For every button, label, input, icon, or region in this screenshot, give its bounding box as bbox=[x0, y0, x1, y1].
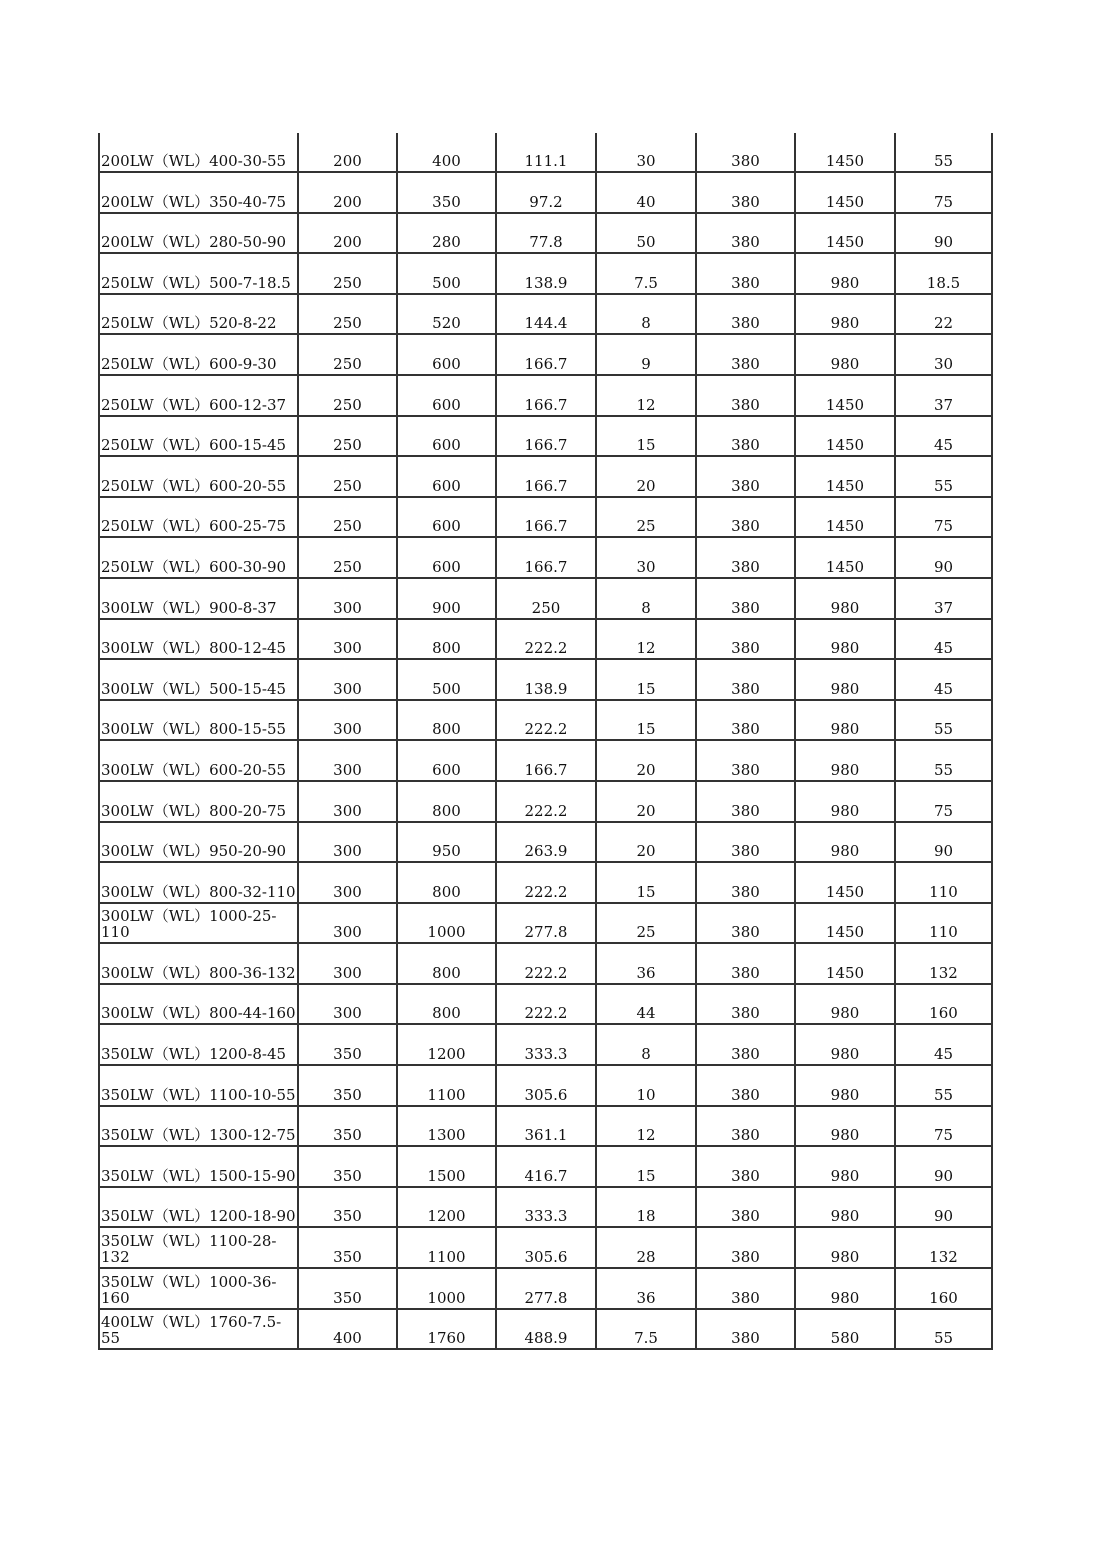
table-cell: 50 bbox=[597, 214, 697, 255]
table-cell: 1000 bbox=[398, 904, 497, 945]
table-cell: 1450 bbox=[796, 904, 896, 945]
table-cell: 400 bbox=[299, 1310, 398, 1351]
model-cell: 350LW（WL）1100-10-55 bbox=[98, 1066, 299, 1107]
table-row bbox=[98, 782, 993, 823]
table-cell: 28 bbox=[597, 1228, 697, 1269]
table-cell: 380 bbox=[697, 173, 796, 214]
table-cell: 980 bbox=[796, 985, 896, 1026]
table-cell: 1450 bbox=[796, 417, 896, 458]
table-cell: 950 bbox=[398, 823, 497, 864]
table-cell: 380 bbox=[697, 944, 796, 985]
table-cell: 900 bbox=[398, 579, 497, 620]
table-cell: 25 bbox=[597, 498, 697, 539]
table-cell: 1100 bbox=[398, 1228, 497, 1269]
table-cell: 132 bbox=[896, 944, 993, 985]
table-cell: 1300 bbox=[398, 1107, 497, 1148]
table-cell: 380 bbox=[697, 863, 796, 904]
table-cell: 380 bbox=[697, 904, 796, 945]
table-cell: 250 bbox=[299, 417, 398, 458]
table-cell: 10 bbox=[597, 1066, 697, 1107]
table-cell: 166.7 bbox=[497, 741, 597, 782]
model-cell: 200LW（WL）400-30-55 bbox=[98, 133, 299, 173]
table-cell: 166.7 bbox=[497, 417, 597, 458]
table-cell: 200 bbox=[299, 214, 398, 255]
table-cell: 45 bbox=[896, 660, 993, 701]
table-cell: 1450 bbox=[796, 863, 896, 904]
table-cell: 520 bbox=[398, 295, 497, 336]
table-cell: 18.5 bbox=[896, 254, 993, 295]
table-row bbox=[98, 1310, 993, 1351]
table-cell: 380 bbox=[697, 741, 796, 782]
model-cell: 300LW（WL）800-36-132 bbox=[98, 944, 299, 985]
table-row bbox=[98, 1107, 993, 1148]
table-cell: 222.2 bbox=[497, 944, 597, 985]
table-row bbox=[98, 904, 993, 945]
model-cell: 250LW（WL）520-8-22 bbox=[98, 295, 299, 336]
table-cell: 30 bbox=[896, 335, 993, 376]
table-cell: 280 bbox=[398, 214, 497, 255]
table-cell: 380 bbox=[697, 1188, 796, 1229]
table-row bbox=[98, 660, 993, 701]
table-row bbox=[98, 295, 993, 336]
table-row bbox=[98, 214, 993, 255]
pump-spec-table bbox=[98, 133, 993, 1350]
table-cell: 361.1 bbox=[497, 1107, 597, 1148]
table-cell: 166.7 bbox=[497, 498, 597, 539]
table-cell: 200 bbox=[299, 173, 398, 214]
table-row bbox=[98, 701, 993, 742]
table-cell: 300 bbox=[299, 823, 398, 864]
table-cell: 980 bbox=[796, 579, 896, 620]
table-cell: 75 bbox=[896, 173, 993, 214]
table-cell: 380 bbox=[697, 701, 796, 742]
table-cell: 90 bbox=[896, 538, 993, 579]
model-cell: 350LW（WL）1200-8-45 bbox=[98, 1025, 299, 1066]
table-cell: 222.2 bbox=[497, 701, 597, 742]
table-cell: 380 bbox=[697, 1025, 796, 1066]
model-cell: 300LW（WL）600-20-55 bbox=[98, 741, 299, 782]
table-cell: 380 bbox=[697, 823, 796, 864]
table-cell: 37 bbox=[896, 579, 993, 620]
table-cell: 15 bbox=[597, 863, 697, 904]
table-cell: 222.2 bbox=[497, 985, 597, 1026]
table-cell: 222.2 bbox=[497, 782, 597, 823]
model-cell: 350LW（WL）1000-36-160 bbox=[98, 1269, 299, 1310]
table-cell: 200 bbox=[299, 133, 398, 173]
table-cell: 600 bbox=[398, 498, 497, 539]
table-cell: 36 bbox=[597, 944, 697, 985]
table-cell: 300 bbox=[299, 904, 398, 945]
table-cell: 44 bbox=[597, 985, 697, 1026]
table-cell: 55 bbox=[896, 1310, 993, 1351]
table-cell: 300 bbox=[299, 620, 398, 661]
table-cell: 9 bbox=[597, 335, 697, 376]
table-cell: 300 bbox=[299, 660, 398, 701]
table-cell: 300 bbox=[299, 863, 398, 904]
table-cell: 8 bbox=[597, 295, 697, 336]
table-cell: 300 bbox=[299, 782, 398, 823]
table-cell: 1450 bbox=[796, 376, 896, 417]
table-cell: 800 bbox=[398, 863, 497, 904]
table-cell: 25 bbox=[597, 904, 697, 945]
table-cell: 160 bbox=[896, 985, 993, 1026]
table-cell: 380 bbox=[697, 620, 796, 661]
table-cell: 380 bbox=[697, 1066, 796, 1107]
model-cell: 200LW（WL）350-40-75 bbox=[98, 173, 299, 214]
table-row bbox=[98, 457, 993, 498]
table-cell: 350 bbox=[398, 173, 497, 214]
table-cell: 600 bbox=[398, 376, 497, 417]
model-cell: 300LW（WL）900-8-37 bbox=[98, 579, 299, 620]
table-cell: 300 bbox=[299, 579, 398, 620]
table-row bbox=[98, 133, 993, 173]
table-cell: 55 bbox=[896, 133, 993, 173]
table-cell: 12 bbox=[597, 620, 697, 661]
table-cell: 300 bbox=[299, 944, 398, 985]
model-cell: 250LW（WL）600-25-75 bbox=[98, 498, 299, 539]
model-cell: 250LW（WL）600-12-37 bbox=[98, 376, 299, 417]
table-cell: 15 bbox=[597, 660, 697, 701]
table-cell: 350 bbox=[299, 1066, 398, 1107]
table-row bbox=[98, 173, 993, 214]
table-cell: 600 bbox=[398, 741, 497, 782]
table-cell: 1500 bbox=[398, 1147, 497, 1188]
table-row bbox=[98, 538, 993, 579]
table-cell: 800 bbox=[398, 985, 497, 1026]
table-cell: 166.7 bbox=[497, 538, 597, 579]
table-cell: 980 bbox=[796, 620, 896, 661]
table-cell: 500 bbox=[398, 254, 497, 295]
model-cell: 350LW（WL）1300-12-75 bbox=[98, 1107, 299, 1148]
table-cell: 380 bbox=[697, 985, 796, 1026]
table-cell: 350 bbox=[299, 1188, 398, 1229]
table-cell: 75 bbox=[896, 498, 993, 539]
table-row bbox=[98, 376, 993, 417]
table-cell: 1450 bbox=[796, 498, 896, 539]
table-cell: 110 bbox=[896, 863, 993, 904]
table-cell: 97.2 bbox=[497, 173, 597, 214]
table-row bbox=[98, 579, 993, 620]
table-cell: 55 bbox=[896, 1066, 993, 1107]
table-cell: 263.9 bbox=[497, 823, 597, 864]
table-cell: 111.1 bbox=[497, 133, 597, 173]
table-cell: 75 bbox=[896, 782, 993, 823]
table-cell: 250 bbox=[299, 295, 398, 336]
table-cell: 138.9 bbox=[497, 254, 597, 295]
table-cell: 800 bbox=[398, 620, 497, 661]
table-row bbox=[98, 1188, 993, 1229]
table-cell: 380 bbox=[697, 457, 796, 498]
table-row bbox=[98, 620, 993, 661]
table-cell: 380 bbox=[697, 1147, 796, 1188]
table-cell: 380 bbox=[697, 538, 796, 579]
table-cell: 1450 bbox=[796, 538, 896, 579]
table-row bbox=[98, 1147, 993, 1188]
table-cell: 380 bbox=[697, 295, 796, 336]
table-cell: 980 bbox=[796, 823, 896, 864]
model-cell: 200LW（WL）280-50-90 bbox=[98, 214, 299, 255]
table-cell: 40 bbox=[597, 173, 697, 214]
table-row bbox=[98, 944, 993, 985]
table-cell: 250 bbox=[299, 376, 398, 417]
model-cell: 300LW（WL）800-15-55 bbox=[98, 701, 299, 742]
table-cell: 8 bbox=[597, 1025, 697, 1066]
model-cell: 300LW（WL）800-32-110 bbox=[98, 863, 299, 904]
table-cell: 800 bbox=[398, 944, 497, 985]
table-cell: 350 bbox=[299, 1228, 398, 1269]
table-cell: 380 bbox=[697, 579, 796, 620]
table-cell: 980 bbox=[796, 741, 896, 782]
table-cell: 1760 bbox=[398, 1310, 497, 1351]
table-row bbox=[98, 254, 993, 295]
model-cell: 350LW（WL）1500-15-90 bbox=[98, 1147, 299, 1188]
table-cell: 20 bbox=[597, 741, 697, 782]
table-cell: 380 bbox=[697, 254, 796, 295]
table-cell: 380 bbox=[697, 1107, 796, 1148]
table-cell: 250 bbox=[299, 457, 398, 498]
table-cell: 45 bbox=[896, 417, 993, 458]
table-cell: 980 bbox=[796, 1269, 896, 1310]
table-cell: 380 bbox=[697, 1228, 796, 1269]
table-cell: 305.6 bbox=[497, 1228, 597, 1269]
table-cell: 1200 bbox=[398, 1188, 497, 1229]
table-cell: 580 bbox=[796, 1310, 896, 1351]
table-cell: 300 bbox=[299, 701, 398, 742]
table-cell: 600 bbox=[398, 335, 497, 376]
table-cell: 800 bbox=[398, 782, 497, 823]
table-cell: 77.8 bbox=[497, 214, 597, 255]
table-row bbox=[98, 1025, 993, 1066]
model-cell: 300LW（WL）800-44-160 bbox=[98, 985, 299, 1026]
table-cell: 980 bbox=[796, 1188, 896, 1229]
table-cell: 1000 bbox=[398, 1269, 497, 1310]
table-cell: 980 bbox=[796, 1066, 896, 1107]
table-cell: 166.7 bbox=[497, 457, 597, 498]
table-cell: 380 bbox=[697, 782, 796, 823]
table-row bbox=[98, 1066, 993, 1107]
table-cell: 600 bbox=[398, 417, 497, 458]
table-cell: 45 bbox=[896, 620, 993, 661]
table-cell: 980 bbox=[796, 1025, 896, 1066]
table-cell: 500 bbox=[398, 660, 497, 701]
table-cell: 36 bbox=[597, 1269, 697, 1310]
table-cell: 90 bbox=[896, 214, 993, 255]
table-cell: 250 bbox=[299, 335, 398, 376]
table-cell: 45 bbox=[896, 1025, 993, 1066]
table-cell: 7.5 bbox=[597, 254, 697, 295]
table-cell: 15 bbox=[597, 1147, 697, 1188]
model-cell: 350LW（WL）1100-28-132 bbox=[98, 1228, 299, 1269]
table-cell: 30 bbox=[597, 133, 697, 173]
table-cell: 1450 bbox=[796, 173, 896, 214]
model-cell: 250LW（WL）600-20-55 bbox=[98, 457, 299, 498]
table-cell: 380 bbox=[697, 417, 796, 458]
table-cell: 1450 bbox=[796, 214, 896, 255]
table-cell: 132 bbox=[896, 1228, 993, 1269]
table-cell: 20 bbox=[597, 782, 697, 823]
table-cell: 75 bbox=[896, 1107, 993, 1148]
table-cell: 980 bbox=[796, 1107, 896, 1148]
table-cell: 15 bbox=[597, 701, 697, 742]
model-cell: 400LW（WL）1760-7.5-55 bbox=[98, 1310, 299, 1351]
table-cell: 416.7 bbox=[497, 1147, 597, 1188]
table-cell: 8 bbox=[597, 579, 697, 620]
table-cell: 55 bbox=[896, 701, 993, 742]
table-cell: 380 bbox=[697, 660, 796, 701]
table-cell: 980 bbox=[796, 782, 896, 823]
table-cell: 7.5 bbox=[597, 1310, 697, 1351]
table-cell: 166.7 bbox=[497, 335, 597, 376]
table-cell: 600 bbox=[398, 457, 497, 498]
table-row bbox=[98, 1269, 993, 1310]
table-cell: 980 bbox=[796, 335, 896, 376]
table-cell: 350 bbox=[299, 1107, 398, 1148]
table-cell: 488.9 bbox=[497, 1310, 597, 1351]
table-cell: 980 bbox=[796, 660, 896, 701]
table-cell: 980 bbox=[796, 1228, 896, 1269]
table-cell: 15 bbox=[597, 417, 697, 458]
table-cell: 250 bbox=[299, 538, 398, 579]
table-cell: 980 bbox=[796, 1147, 896, 1188]
table-cell: 980 bbox=[796, 254, 896, 295]
table-cell: 980 bbox=[796, 295, 896, 336]
table-cell: 800 bbox=[398, 701, 497, 742]
table-cell: 12 bbox=[597, 1107, 697, 1148]
table-row bbox=[98, 741, 993, 782]
table-cell: 138.9 bbox=[497, 660, 597, 701]
table-cell: 222.2 bbox=[497, 620, 597, 661]
table-cell: 20 bbox=[597, 457, 697, 498]
table-cell: 22 bbox=[896, 295, 993, 336]
table-cell: 380 bbox=[697, 335, 796, 376]
table-cell: 380 bbox=[697, 1269, 796, 1310]
table-cell: 222.2 bbox=[497, 863, 597, 904]
table-cell: 1450 bbox=[796, 944, 896, 985]
table-row bbox=[98, 823, 993, 864]
table-cell: 55 bbox=[896, 457, 993, 498]
table-cell: 110 bbox=[896, 904, 993, 945]
model-cell: 350LW（WL）1200-18-90 bbox=[98, 1188, 299, 1229]
table-cell: 37 bbox=[896, 376, 993, 417]
table-cell: 300 bbox=[299, 741, 398, 782]
table-cell: 160 bbox=[896, 1269, 993, 1310]
table-cell: 980 bbox=[796, 701, 896, 742]
table-cell: 333.3 bbox=[497, 1188, 597, 1229]
table-cell: 277.8 bbox=[497, 1269, 597, 1310]
model-cell: 250LW（WL）500-7-18.5 bbox=[98, 254, 299, 295]
model-cell: 300LW（WL）500-15-45 bbox=[98, 660, 299, 701]
table-row bbox=[98, 335, 993, 376]
table-cell: 250 bbox=[299, 254, 398, 295]
model-cell: 250LW（WL）600-30-90 bbox=[98, 538, 299, 579]
table-cell: 1100 bbox=[398, 1066, 497, 1107]
model-cell: 250LW（WL）600-9-30 bbox=[98, 335, 299, 376]
table-cell: 250 bbox=[497, 579, 597, 620]
model-cell: 300LW（WL）800-20-75 bbox=[98, 782, 299, 823]
table-row bbox=[98, 417, 993, 458]
table-cell: 250 bbox=[299, 498, 398, 539]
table-cell: 1200 bbox=[398, 1025, 497, 1066]
table-cell: 144.4 bbox=[497, 295, 597, 336]
table-cell: 1450 bbox=[796, 457, 896, 498]
table-row bbox=[98, 863, 993, 904]
model-cell: 250LW（WL）600-15-45 bbox=[98, 417, 299, 458]
table-cell: 380 bbox=[697, 498, 796, 539]
table-cell: 600 bbox=[398, 538, 497, 579]
table-cell: 333.3 bbox=[497, 1025, 597, 1066]
table-row bbox=[98, 498, 993, 539]
table-cell: 166.7 bbox=[497, 376, 597, 417]
table-cell: 90 bbox=[896, 823, 993, 864]
table-cell: 380 bbox=[697, 133, 796, 173]
table-cell: 18 bbox=[597, 1188, 697, 1229]
table-cell: 380 bbox=[697, 214, 796, 255]
table-cell: 90 bbox=[896, 1188, 993, 1229]
table-row bbox=[98, 985, 993, 1026]
table-cell: 55 bbox=[896, 741, 993, 782]
table-cell: 380 bbox=[697, 1310, 796, 1351]
model-cell: 300LW（WL）800-12-45 bbox=[98, 620, 299, 661]
table-cell: 20 bbox=[597, 823, 697, 864]
table-cell: 400 bbox=[398, 133, 497, 173]
table-cell: 12 bbox=[597, 376, 697, 417]
table-row bbox=[98, 1228, 993, 1269]
model-cell: 300LW（WL）1000-25-110 bbox=[98, 904, 299, 945]
model-cell: 300LW（WL）950-20-90 bbox=[98, 823, 299, 864]
table-cell: 350 bbox=[299, 1025, 398, 1066]
table-cell: 90 bbox=[896, 1147, 993, 1188]
table-cell: 1450 bbox=[796, 133, 896, 173]
table-cell: 277.8 bbox=[497, 904, 597, 945]
table-cell: 350 bbox=[299, 1147, 398, 1188]
table-body bbox=[98, 133, 993, 1350]
table-cell: 305.6 bbox=[497, 1066, 597, 1107]
table-cell: 350 bbox=[299, 1269, 398, 1310]
table-cell: 300 bbox=[299, 985, 398, 1026]
table-cell: 30 bbox=[597, 538, 697, 579]
table-cell: 380 bbox=[697, 376, 796, 417]
